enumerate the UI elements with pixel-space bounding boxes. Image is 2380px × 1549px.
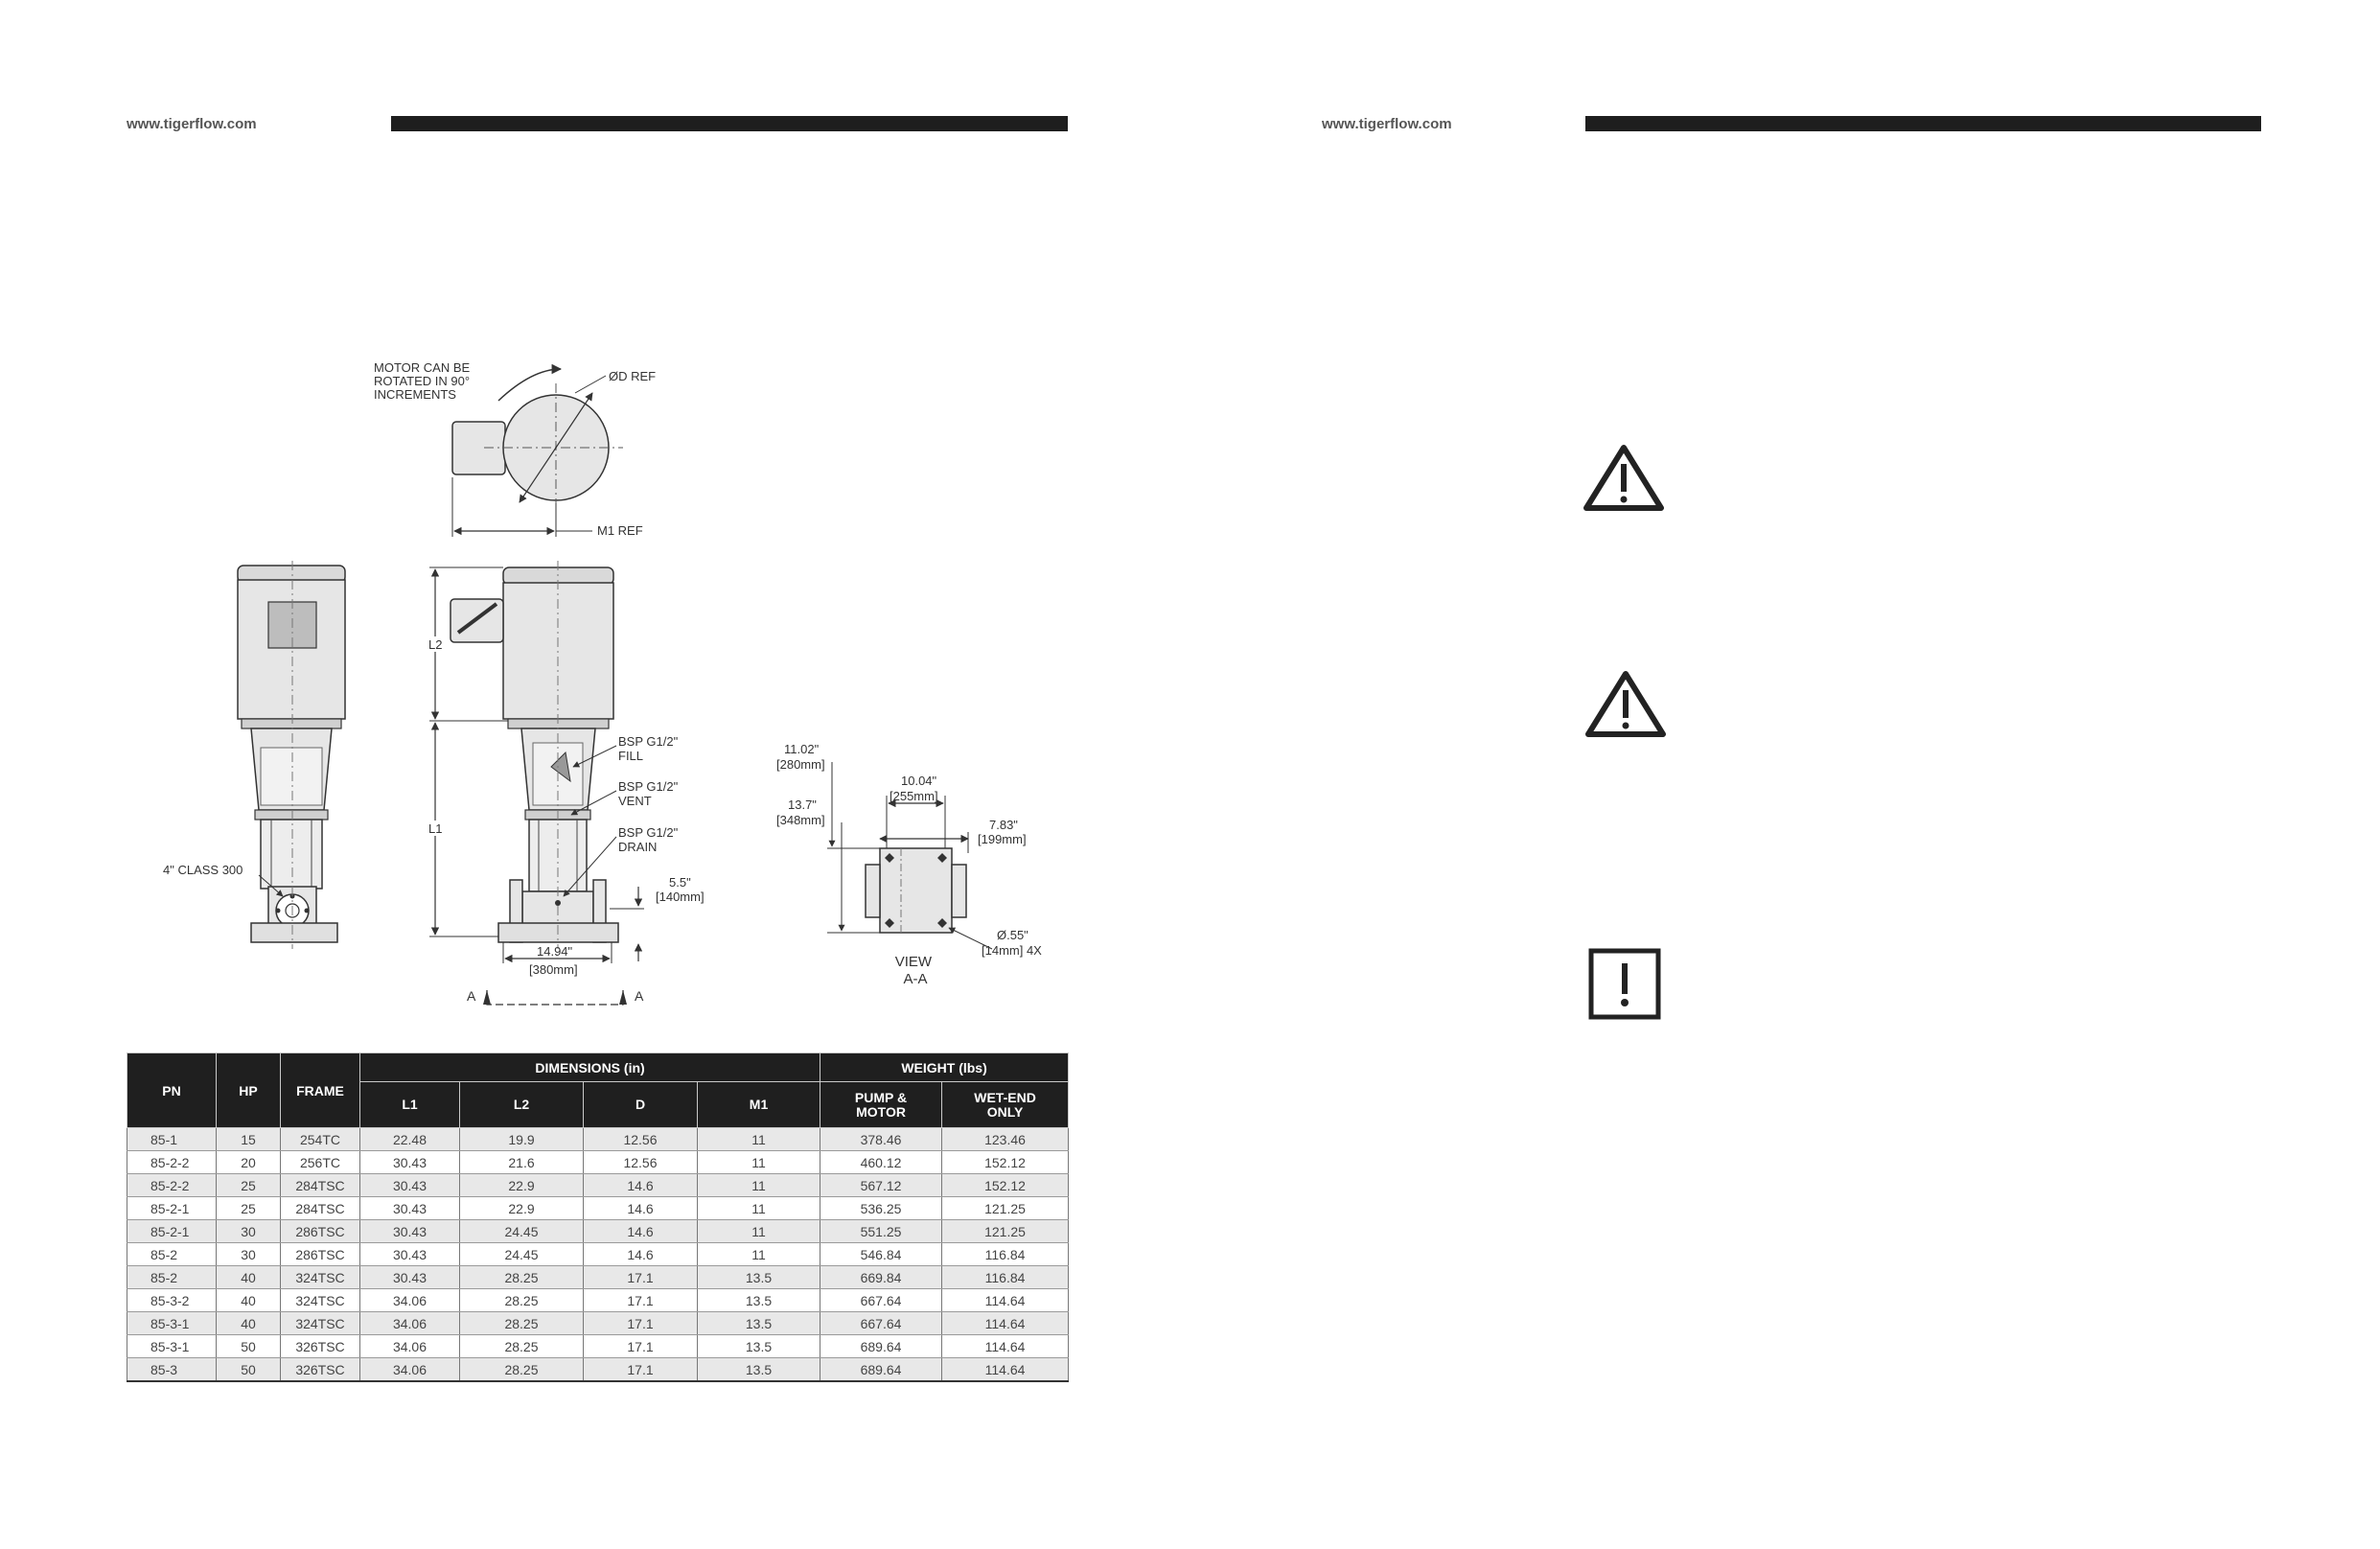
cell-pn: 85-1 (127, 1128, 217, 1151)
width-dim-label: 14.94" [380mm] (529, 944, 578, 977)
cell-wet-end-weight: 121.25 (942, 1197, 1069, 1220)
cell-frame: 324TSC (281, 1289, 360, 1312)
cell-pn: 85-3-1 (127, 1312, 217, 1335)
cell-l2: 19.9 (460, 1128, 584, 1151)
header-dimensions: DIMENSIONS (in) (360, 1053, 820, 1082)
header-hp: HP (217, 1053, 281, 1128)
cell-hp: 25 (217, 1174, 281, 1197)
cell-d: 17.1 (584, 1335, 698, 1358)
cell-l2: 28.25 (460, 1289, 584, 1312)
base-view-aa (776, 742, 1042, 987)
cell-pump-motor-weight: 546.84 (820, 1243, 942, 1266)
cell-pn: 85-3-2 (127, 1289, 217, 1312)
header-pump-motor: PUMP & MOTOR (820, 1082, 942, 1128)
cell-frame: 284TSC (281, 1174, 360, 1197)
cell-pn: 85-2-2 (127, 1151, 217, 1174)
cell-l1: 34.06 (360, 1335, 460, 1358)
cell-hp: 15 (217, 1128, 281, 1151)
cell-frame: 324TSC (281, 1266, 360, 1289)
cell-m1: 13.5 (698, 1358, 820, 1382)
inner-depth-dim-label: 7.83" [199mm] (978, 818, 1027, 846)
cell-l2: 22.9 (460, 1197, 584, 1220)
cell-l2: 22.9 (460, 1174, 584, 1197)
pump-column-front (261, 820, 322, 889)
header-wet-end: WET-END ONLY (942, 1082, 1069, 1128)
cell-wet-end-weight: 121.25 (942, 1220, 1069, 1243)
cell-hp: 50 (217, 1335, 281, 1358)
side-view (427, 561, 705, 1005)
top-view (374, 360, 656, 538)
cell-wet-end-weight: 152.12 (942, 1151, 1069, 1174)
cell-d: 14.6 (584, 1243, 698, 1266)
cell-pn: 85-2 (127, 1266, 217, 1289)
l1-label: L1 (428, 821, 443, 836)
conduit-box-top (452, 422, 505, 474)
cell-pump-motor-weight: 378.46 (820, 1128, 942, 1151)
cell-wet-end-weight: 114.64 (942, 1312, 1069, 1335)
cell-pn: 85-2-2 (127, 1174, 217, 1197)
cell-l1: 34.06 (360, 1358, 460, 1382)
cell-frame: 254TC (281, 1128, 360, 1151)
table-row (127, 1358, 1069, 1382)
table-row (127, 1335, 1069, 1358)
cell-wet-end-weight: 114.64 (942, 1289, 1069, 1312)
cell-m1: 11 (698, 1220, 820, 1243)
diameter-label: ØD REF (609, 369, 657, 383)
cell-d: 14.6 (584, 1220, 698, 1243)
motor-body-front (238, 580, 345, 719)
cell-frame: 286TSC (281, 1220, 360, 1243)
header-l2: L2 (460, 1082, 584, 1128)
header-d: D (584, 1082, 698, 1128)
cell-pn: 85-3 (127, 1358, 217, 1382)
caution-square-icon (1591, 951, 1658, 1017)
cell-l1: 30.43 (360, 1220, 460, 1243)
cell-pump-motor-weight: 536.25 (820, 1197, 942, 1220)
cell-wet-end-weight: 114.64 (942, 1358, 1069, 1382)
outer-depth-dim-label: 13.7" [348mm] (776, 798, 825, 827)
cell-l2: 28.25 (460, 1335, 584, 1358)
cell-hp: 40 (217, 1266, 281, 1289)
cell-l1: 30.43 (360, 1197, 460, 1220)
cell-d: 14.6 (584, 1174, 698, 1197)
cell-pn: 85-2-1 (127, 1197, 217, 1220)
cell-d: 17.1 (584, 1358, 698, 1382)
table-row (127, 1128, 1069, 1151)
cell-l2: 24.45 (460, 1220, 584, 1243)
table-row (127, 1174, 1069, 1197)
height-dim-label: 5.5" [140mm] (656, 875, 705, 904)
cell-d: 12.56 (584, 1151, 698, 1174)
cell-hp: 30 (217, 1243, 281, 1266)
fill-port-label: BSP G1/2" FILL (618, 734, 679, 763)
cell-pump-motor-weight: 460.12 (820, 1151, 942, 1174)
cell-hp: 30 (217, 1220, 281, 1243)
cell-m1: 11 (698, 1174, 820, 1197)
cell-m1: 13.5 (698, 1266, 820, 1289)
flange-class-label: 4" CLASS 300 (163, 863, 243, 877)
cell-hp: 20 (217, 1151, 281, 1174)
website-url-right[interactable]: www.tigerflow.com (1322, 116, 1452, 132)
inner-width-dim-label: 10.04" [255mm] (890, 774, 938, 803)
table-row (127, 1243, 1069, 1266)
hole-dim-label: Ø.55" [14mm] 4X (982, 928, 1042, 958)
header-weight: WEIGHT (lbs) (820, 1053, 1069, 1082)
stool-window-front (261, 748, 322, 805)
spec-table-body (127, 1128, 1069, 1382)
cell-m1: 13.5 (698, 1335, 820, 1358)
cell-wet-end-weight: 123.46 (942, 1128, 1069, 1151)
cell-l1: 30.43 (360, 1266, 460, 1289)
cell-wet-end-weight: 152.12 (942, 1174, 1069, 1197)
cell-hp: 40 (217, 1289, 281, 1312)
cell-pump-motor-weight: 669.84 (820, 1266, 942, 1289)
cell-hp: 25 (217, 1197, 281, 1220)
cell-d: 14.6 (584, 1197, 698, 1220)
cell-pn: 85-2-1 (127, 1220, 217, 1243)
cell-d: 17.1 (584, 1289, 698, 1312)
section-marker-left: A (467, 988, 476, 1004)
view-aa-title: VIEW A-A (894, 954, 933, 987)
cell-l1: 30.43 (360, 1151, 460, 1174)
header-pn: PN (127, 1053, 217, 1128)
vent-port-label: BSP G1/2" VENT (618, 779, 679, 808)
table-row (127, 1220, 1069, 1243)
cell-l2: 28.25 (460, 1266, 584, 1289)
cell-frame: 326TSC (281, 1335, 360, 1358)
drain-port-label: BSP G1/2" DRAIN (618, 825, 679, 854)
cell-wet-end-weight: 116.84 (942, 1243, 1069, 1266)
table-row (127, 1289, 1069, 1312)
diameter-leader (575, 376, 606, 393)
cell-m1: 11 (698, 1151, 820, 1174)
cell-d: 17.1 (584, 1266, 698, 1289)
cell-frame: 286TSC (281, 1243, 360, 1266)
cell-wet-end-weight: 116.84 (942, 1266, 1069, 1289)
cell-pump-motor-weight: 667.64 (820, 1312, 942, 1335)
cell-m1: 11 (698, 1243, 820, 1266)
cell-frame: 324TSC (281, 1312, 360, 1335)
base-plate-front (251, 923, 337, 942)
cell-l2: 21.6 (460, 1151, 584, 1174)
table-row (127, 1197, 1069, 1220)
cell-pump-motor-weight: 689.64 (820, 1335, 942, 1358)
cell-m1: 13.5 (698, 1312, 820, 1335)
cell-pump-motor-weight: 667.64 (820, 1289, 942, 1312)
header-frame: FRAME (281, 1053, 360, 1128)
cell-pump-motor-weight: 689.64 (820, 1358, 942, 1382)
cell-hp: 40 (217, 1312, 281, 1335)
outer-width-dim-label: 11.02" [280mm] (776, 742, 825, 772)
front-view (163, 561, 345, 949)
coupling-flange-front (255, 810, 328, 820)
warning-triangle-icon (1586, 448, 1661, 508)
header-l1: L1 (360, 1082, 460, 1128)
cell-l2: 24.45 (460, 1243, 584, 1266)
cell-pump-motor-weight: 551.25 (820, 1220, 942, 1243)
cell-l2: 28.25 (460, 1358, 584, 1382)
cell-m1: 11 (698, 1197, 820, 1220)
cell-l1: 22.48 (360, 1128, 460, 1151)
header-m1: M1 (698, 1082, 820, 1128)
cell-pn: 85-3-1 (127, 1335, 217, 1358)
cell-m1: 13.5 (698, 1289, 820, 1312)
cell-frame: 326TSC (281, 1358, 360, 1382)
cell-hp: 50 (217, 1358, 281, 1382)
cell-pump-motor-weight: 567.12 (820, 1174, 942, 1197)
cell-d: 17.1 (584, 1312, 698, 1335)
cell-frame: 284TSC (281, 1197, 360, 1220)
cell-frame: 256TC (281, 1151, 360, 1174)
section-marker-right: A (635, 988, 644, 1004)
cell-l1: 30.43 (360, 1243, 460, 1266)
warning-triangle-icon (1588, 674, 1663, 734)
l2-label: L2 (428, 637, 443, 652)
spec-table (127, 1052, 1069, 1382)
table-row (127, 1151, 1069, 1174)
cell-pn: 85-2 (127, 1243, 217, 1266)
cell-d: 12.56 (584, 1128, 698, 1151)
cell-l2: 28.25 (460, 1312, 584, 1335)
cell-l1: 34.06 (360, 1289, 460, 1312)
table-row (127, 1312, 1069, 1335)
cell-l1: 30.43 (360, 1174, 460, 1197)
cell-wet-end-weight: 114.64 (942, 1335, 1069, 1358)
table-row (127, 1266, 1069, 1289)
cell-l1: 34.06 (360, 1312, 460, 1335)
cell-m1: 11 (698, 1128, 820, 1151)
motor-base-front (242, 719, 341, 728)
website-url-left[interactable]: www.tigerflow.com (127, 116, 257, 132)
m1-label: M1 REF (597, 523, 643, 538)
motor-rotation-note: MOTOR CAN BE ROTATED IN 90° INCREMENTS (374, 360, 471, 402)
